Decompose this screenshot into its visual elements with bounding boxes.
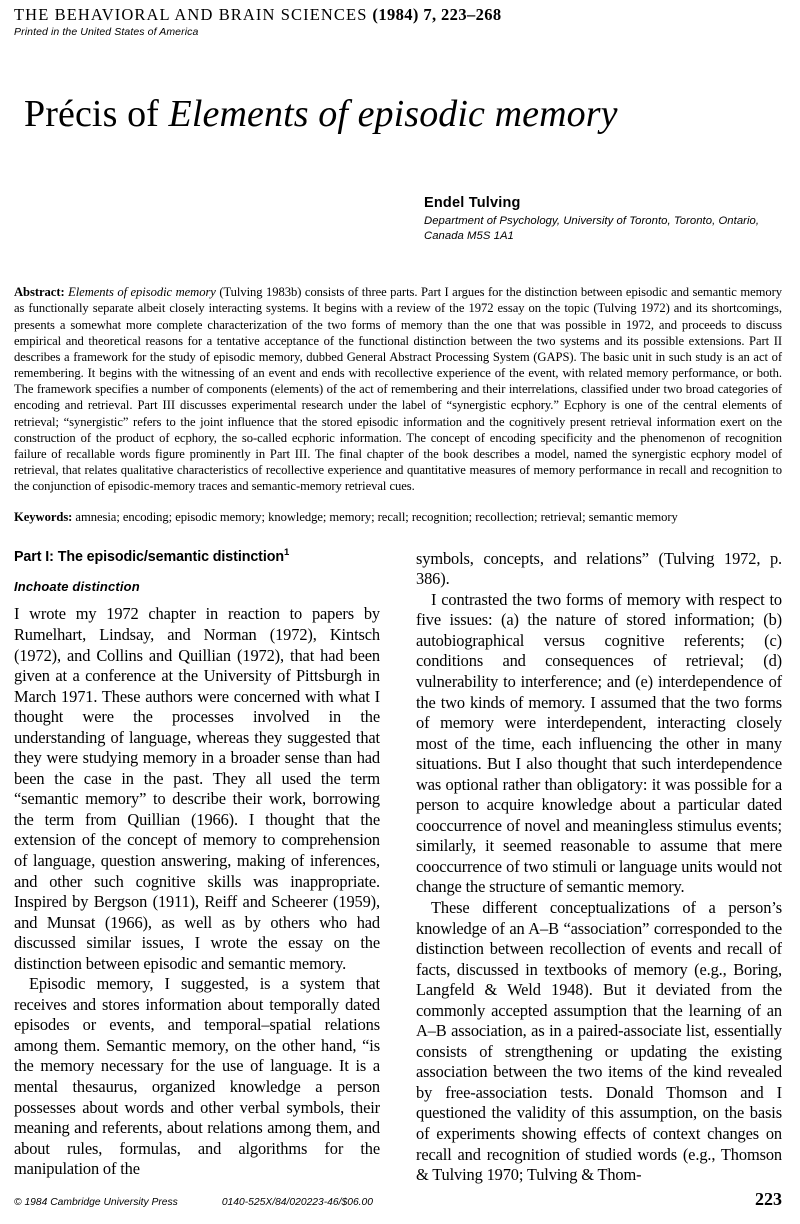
paragraph-left-1: I wrote my 1972 chapter in reaction to papers by Rumelhart, Lindsay, and Norman (1972), Kintsch (1972), and Collins and Quillian (1972), that had been given at a conference at the University of Pittsburgh in March 1971. These authors were concerned with what I thought were the processes involved in the understanding of language, whereas they suggested that they were studying memory in a broader sense than had been the case in the past. They all used the term “semantic memory” to describe their work, borrowing the term from Quillian (1966). I thought that the extension of the concept of memory to comprehension of language, question answering, making of inferences, and other such cognitive skills was inappropriate. Inspired by Bergson (1911), Reiff and Scheerer (1959), and Munsat (1966), as well as by others who had discussed similar issues, I wrote the essay on the distinction between episodic and semantic memory. [14, 604, 380, 973]
paragraph-right-3: These different conceptualizations of a person’s knowledge of an A–B “association” corresponded to the distinction between recollection of events and recall of facts, discussed in textbooks of memory (e.g., Boring, Langfeld & Weld 1948). But it deviated from the commonly accepted assumption that the learning of an A–B association, as in a paired-associate list, essentially consists of strengthening or updating the existing association between the two items of the kind revealed by free-association tests. Donald Thomson and I questioned the validity of this assumption, on the basis of experiments showing effects of context changes on recall and recognition of studied words (e.g., Thomson & Tulving 1970; Tulving & Thom- [416, 897, 782, 1185]
journal-volume-info: (1984) 7, 223–268 [372, 5, 502, 24]
page-title [24, 90, 782, 139]
abstract-text: (Tulving 1983b) consists of three parts. Part I argues for the distinction between episodic and semantic memory as functionally separate albeit closely interacting systems. It begins with a review of the 1972 essay on the topic (Tulving 1972) and its shortcomings, presents a somewhat more complete characterization of the two forms of memory than the one that was possible in 1972, and proceeds to discuss empirical and theoretical reasons for a tentative acceptance of the functional distinction between the two systems and its possible extensions. Part II describes a framework for the study of episodic memory, dubbed General Abstract Processing System (GAPS). The basic unit in such study is an act of remembering. It begins with the witnessing of an event and ends with recollective experience of the event, with related memory performance, or both. The framework specifies a number of components (elements) of the act of remembering and their interrelations, classified under two broad categories of encoding and retrieval. Part III discusses experimental research under the label of “synergistic ecphory.” Ecphory is one of the central elements of retrieval; “synergistic” refers to the joint influence that the stored episodic information and the cognitively present retrieval information exert on the construction of the product of ecphory, the so-called ecphoric information. The concept of encoding specificity and the phenomenon of recognition failure of recallable words figure prominently in Part III. The final chapter of the book describes a model, named the synergistic ecphory model of retrieval, that relates qualitative characteristics of recollective experience and quantitative measures of memory performance in recall and recognition to the conjunction of episodic-memory traces and semantic-memory retrieval cues. [14, 285, 782, 494]
page-number: 223 [755, 1189, 782, 1209]
author-block [424, 195, 782, 245]
keywords-label: Keywords: [14, 509, 73, 524]
left-column [14, 546, 380, 1180]
issn-code: 0140-525X/84/020223-46/$06.00 [221, 1197, 373, 1208]
running-head [14, 6, 782, 24]
copyright-notice: © 1984 Cambridge University Press [14, 1197, 178, 1208]
section-heading-part-i [14, 546, 380, 566]
right-column [416, 549, 782, 1186]
title-prefix: Précis of [24, 93, 169, 136]
printed-in-line: Printed in the United States of America [14, 26, 199, 39]
subsection-heading-inchoate-distinction: Inchoate distinction [14, 578, 140, 594]
paragraph-left-2: Episodic memory, I suggested, is a system that receives and stores information about temporally dated episodes or events, and temporal–spatial relations among them. Semantic memory, on the other hand, “is the memory necessary for the use of language. It is a mental thesaurus, organized knowledge a person possesses about words and other verbal symbols, their meaning and referents, about relations among them, and about rules, formulas, and algorithms for the manipulation of the [14, 974, 380, 1179]
author-affiliation: Department of Psychology, University of Toronto, Toronto, Ontario, Canada M5S 1A1 [424, 214, 760, 243]
abstract [14, 284, 782, 494]
body-columns [14, 546, 782, 1186]
keywords-text: amnesia; encoding; episodic memory; knowledge; memory; recall; recognition; recollection; retrieval; semantic memory [72, 509, 678, 524]
title-italic-part: Elements of episodic memory [168, 93, 618, 136]
abstract-italic-work: Elements of episodic memory [68, 285, 216, 300]
journal-name: THE BEHAVIORAL AND BRAIN SCIENCES [14, 5, 368, 24]
page-footer [14, 1189, 782, 1210]
paragraph-right-2: I contrasted the two forms of memory with respect to five issues: (a) the nature of stored information; (b) autobiographical versus cognitive referents; (c) conditions and consequences of retrieval; (d) vulnerability to interference; and (e) interdependence of the two kinds of memory. I assumed that the two forms of memory were interdependent, interacting closely most of the time, each influencing the other in many situations. But I also thought that such interdependence was optional rather than obligatory: it was possible for a person to acquire knowledge about a particular dated cooccurrence of novel and meaningless stimulus events; similarly, it seemed reasonable to assume that mere cooccurrence of two stimuli or language units would not change the structure of semantic memory. [416, 589, 782, 897]
title-block [24, 90, 782, 139]
footnote-marker: 1 [283, 546, 290, 558]
abstract-label: Abstract: [14, 285, 65, 300]
keywords [14, 509, 782, 525]
author-name: Endel Tulving [424, 194, 521, 211]
paragraph-right-1: symbols, concepts, and relations” (Tulving 1972, p. 386). [416, 548, 782, 589]
section-heading-text: Part I: The episodic/semantic distinction [14, 548, 284, 565]
